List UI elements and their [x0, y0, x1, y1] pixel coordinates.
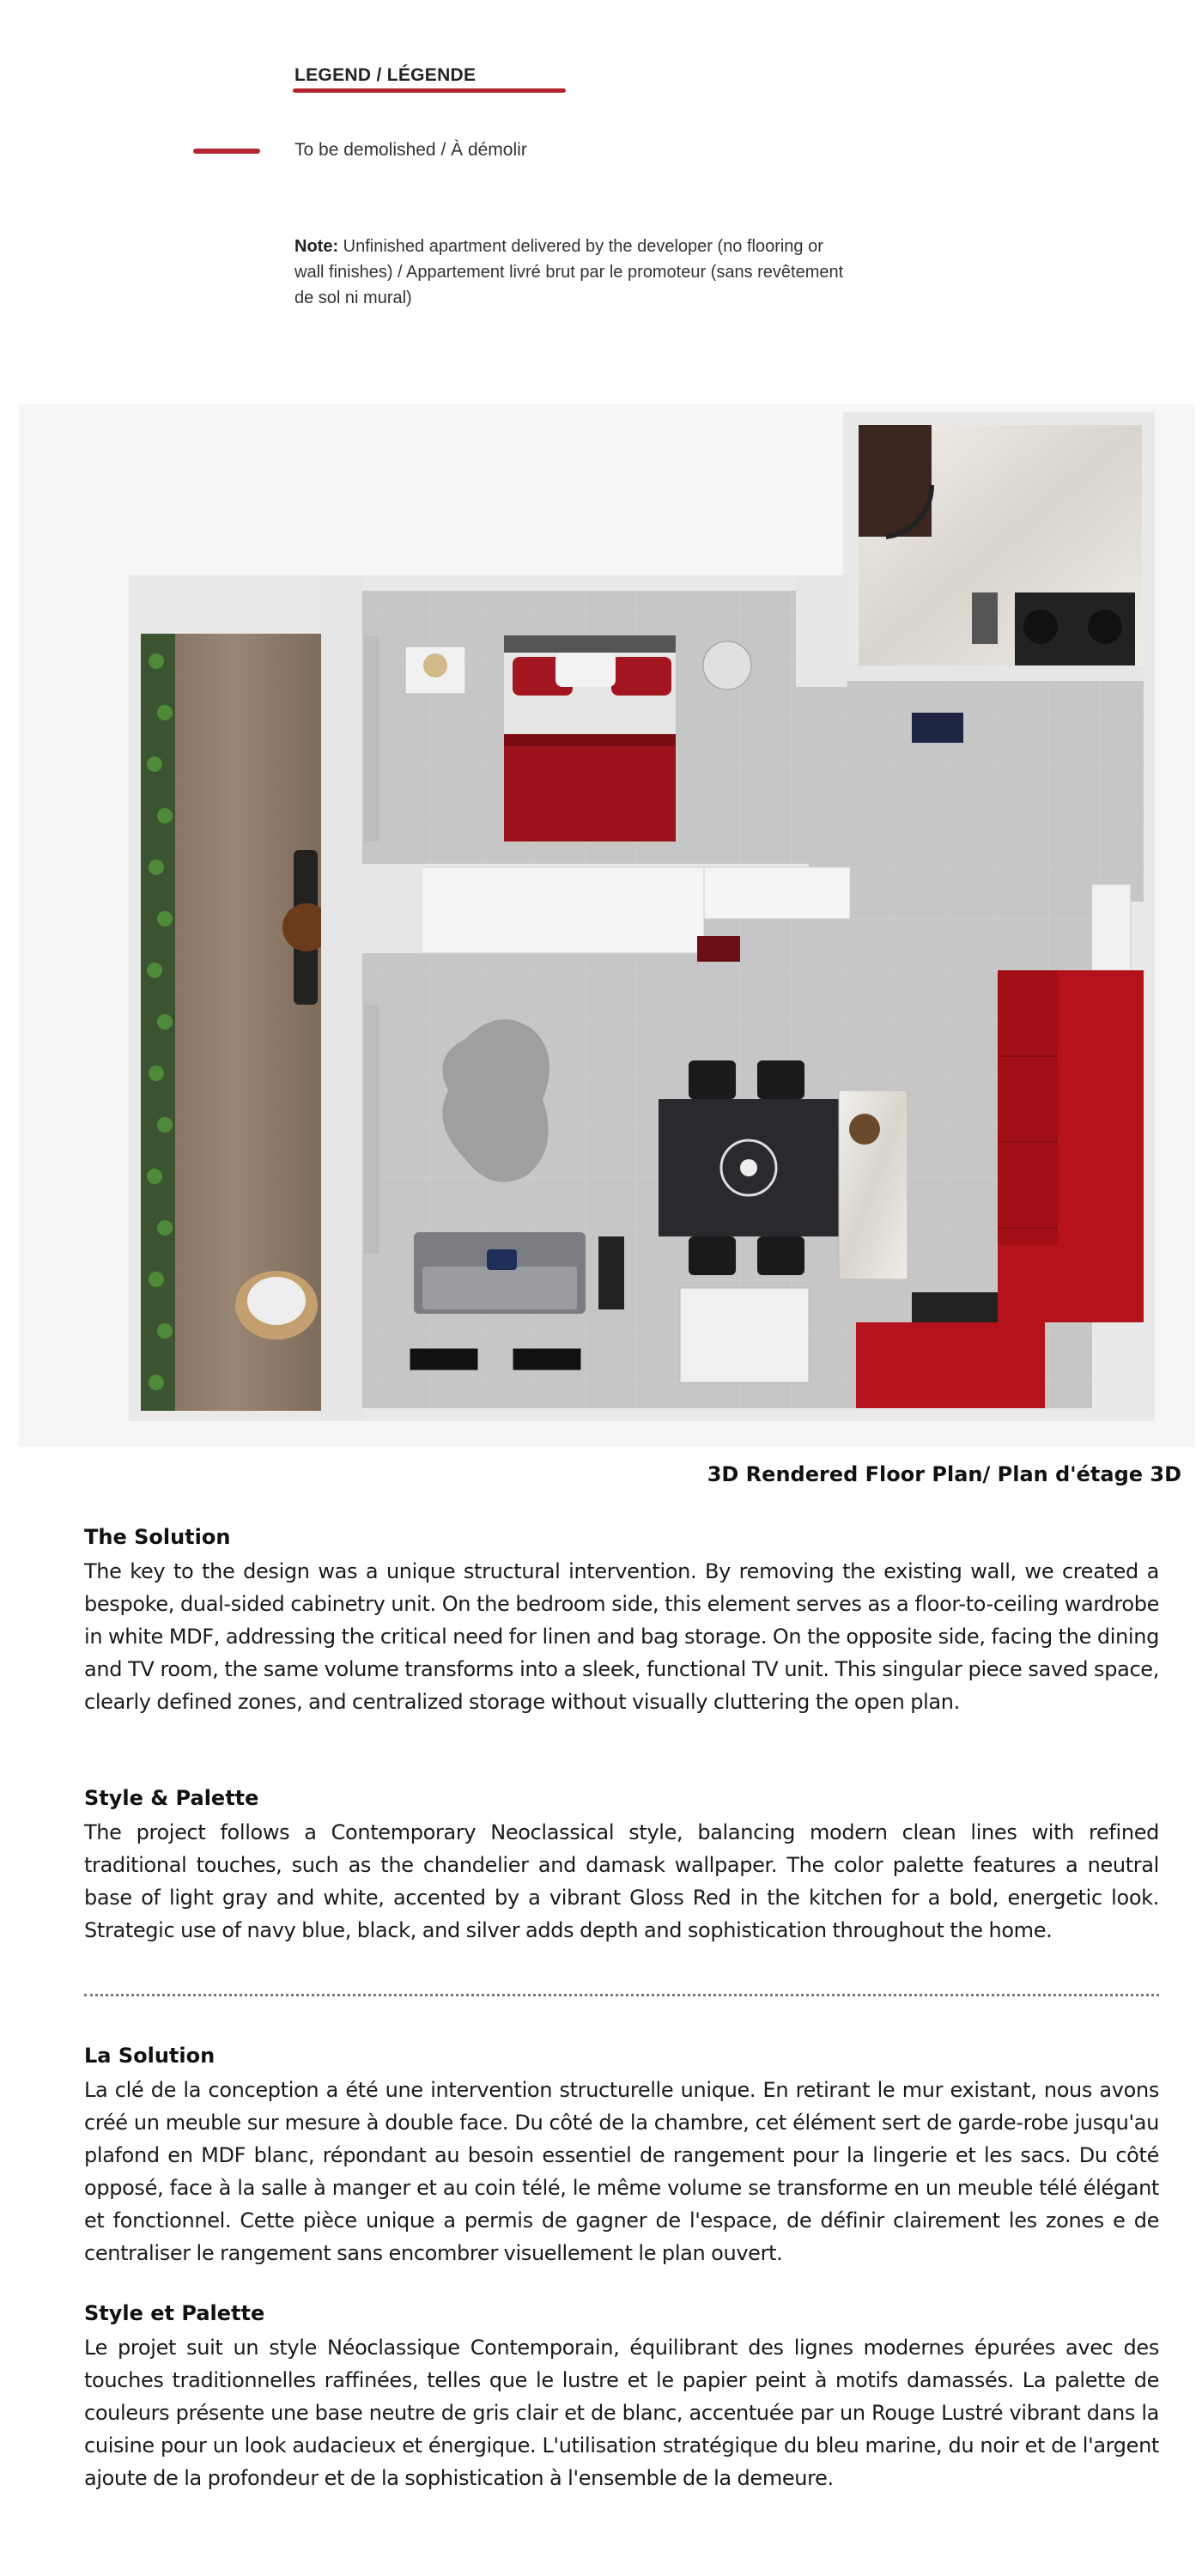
style-palette-section-fr: [84, 2299, 1159, 2494]
note-label: Note:: [294, 237, 339, 256]
section-body: La clé de la conception a été une intervention structurelle unique. En retirant le mur existant, nous avons créé un meuble sur mesure à double face. Du côté de la chambre, cet élément sert de garde-robe jusqu'au plafond en MDF blanc, répondant au besoin essentiel de rangement pour la lingerie et les sacs. Du côté opposé, face à la salle à manger et au coin télé, le même volume se transforme en un meuble télé élégant et fonctionnel. Cette pièce unique a permis de gagner de l'espace, de définir clairement les zones e de centraliser le rangement sans encombrer visuellement le plan ouvert.: [84, 2078, 1159, 2265]
legend-item-label: To be demolished / À démolir: [294, 140, 527, 160]
developer-note: [294, 234, 844, 311]
section-title: La Solution: [84, 2044, 216, 2068]
demolish-line-swatch: [193, 149, 260, 154]
section-body: The project follows a Contemporary Neoclassical style, balancing modern clean lines with refined traditional touches, such as the chandelier and damask wallpaper. The color palette features a neutral base of light gray and white, accented by a vibrant Gloss Red in the kitchen for a bold, energetic look. Strategic use of navy blue, black, and silver adds depth and sophistication throughout the home.: [84, 1820, 1159, 1942]
style-palette-section-en: [84, 1783, 1159, 1947]
legend-title-underline: [293, 88, 566, 93]
section-title: Style & Palette: [84, 1786, 259, 1810]
floor-plan-caption: 3D Rendered Floor Plan/ Plan d'étage 3D: [707, 1462, 1181, 1486]
solution-section-fr: [84, 2041, 1159, 2269]
note-text: Unfinished apartment delivered by the developer (no flooring or wall finishes) / Appartement livré brut par le promoteur (sans revêtement de sol ni mural): [294, 237, 844, 307]
dual-sided-cabinet: [421, 867, 704, 953]
solution-section-en: [84, 1522, 1159, 1718]
floor-plan-render: [19, 404, 1195, 1447]
section-body: Le projet suit un style Néoclassique Contemporain, équilibrant des lignes modernes épurées avec des touches traditionnelles raffinées, telles que le lustre et le papier peint à motifs damassés. La palette de couleurs présente une base neutre de gris clair et de blanc, accentuée par un Rouge Lustré vibrant dans la cuisine pour un look audacieux et énergique. L'utilisation stratégique du bleu marine, du noir et de l'argent ajoute de la profondeur et de la sophistication à l'ensemble de la demeure.: [84, 2336, 1159, 2490]
section-title: The Solution: [84, 1525, 231, 1549]
section-body: The key to the design was a unique structural intervention. By removing the existing wall, we created a bespoke, dual-sided cabinetry unit. On the bedroom side, this element serves as a floor-to-ceiling wardrobe in white MDF, addressing the critical need for linen and bag storage. On the opposite side, facing the dining and TV room, the same volume transforms into a sleek, functional TV unit. This singular piece saved space, clearly defined zones, and centralized storage without visually cluttering the open plan.: [84, 1559, 1159, 1714]
dotted-separator: [84, 1994, 1159, 1996]
section-title: Style et Palette: [84, 2301, 265, 2325]
legend-title: LEGEND / LÉGENDE: [294, 65, 477, 85]
floor-plan-illustration: [19, 404, 1195, 1447]
